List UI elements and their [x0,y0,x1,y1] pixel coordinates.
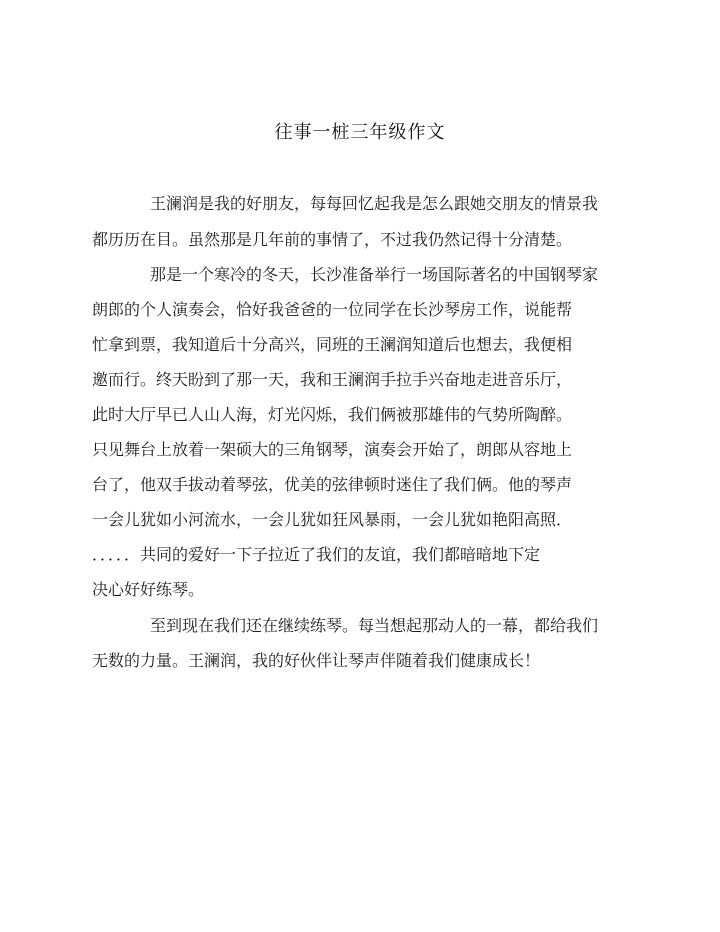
paragraph-2-line-1: 那是一个寒冷的冬天，长沙准备举行一场国际著名的中国钢琴家 [150,265,599,284]
paragraph-1-line-2: 都历历在目。虽然那是几年前的事情了，不过我仍然记得十分清楚。 [92,230,573,249]
paragraph-2-line-6: 只见舞台上放着一架硕大的三角钢琴，演奏会开始了，朗郎从容地上 [92,440,573,459]
paragraph-2-line-5: 此时大厅早已人山人海，灯光闪烁，我们俩被那雄伟的气势所陶醉。 [92,405,573,424]
paragraph-2-line-8: 一会儿犹如小河流水，一会儿犹如狂风暴雨，一会儿犹如艳阳高照． [92,510,573,529]
paragraph-2-line-9: ．．．．．共同的爱好一下子拉近了我们的友谊，我们都暗暗地下定 [92,545,541,564]
paragraph-3-line-1: 至到现在我们还在继续练琴。每当想起那动人的一幕，都给我们 [150,616,599,635]
paragraph-2-line-3: 忙拿到票，我知道后十分高兴，同班的王澜润知道后也想去，我便相 [92,335,573,354]
paragraph-2-line-10: 决心好好练琴。 [92,580,205,599]
paragraph-2-line-2: 朗郎的个人演奏会，恰好我爸爸的一位同学在长沙琴房工作，说能帮 [92,300,573,319]
paragraph-2-line-7: 台了，他双手拔动着琴弦，优美的弦律顿时迷住了我们俩。他的琴声 [92,475,573,494]
paragraph-3-line-2: 无数的力量。王澜润，我的好伙伴让琴声伴随着我们健康成长！ [92,651,541,670]
paragraph-2-line-4: 邀而行。终天盼到了那一天，我和王澜润手拉手兴奋地走进音乐厅， [92,370,573,389]
page-title: 往事一桩三年级作文 [274,122,446,143]
paragraph-1-line-1: 王澜润是我的好朋友，每每回忆起我是怎么跟她交朋友的情景我 [150,194,599,213]
